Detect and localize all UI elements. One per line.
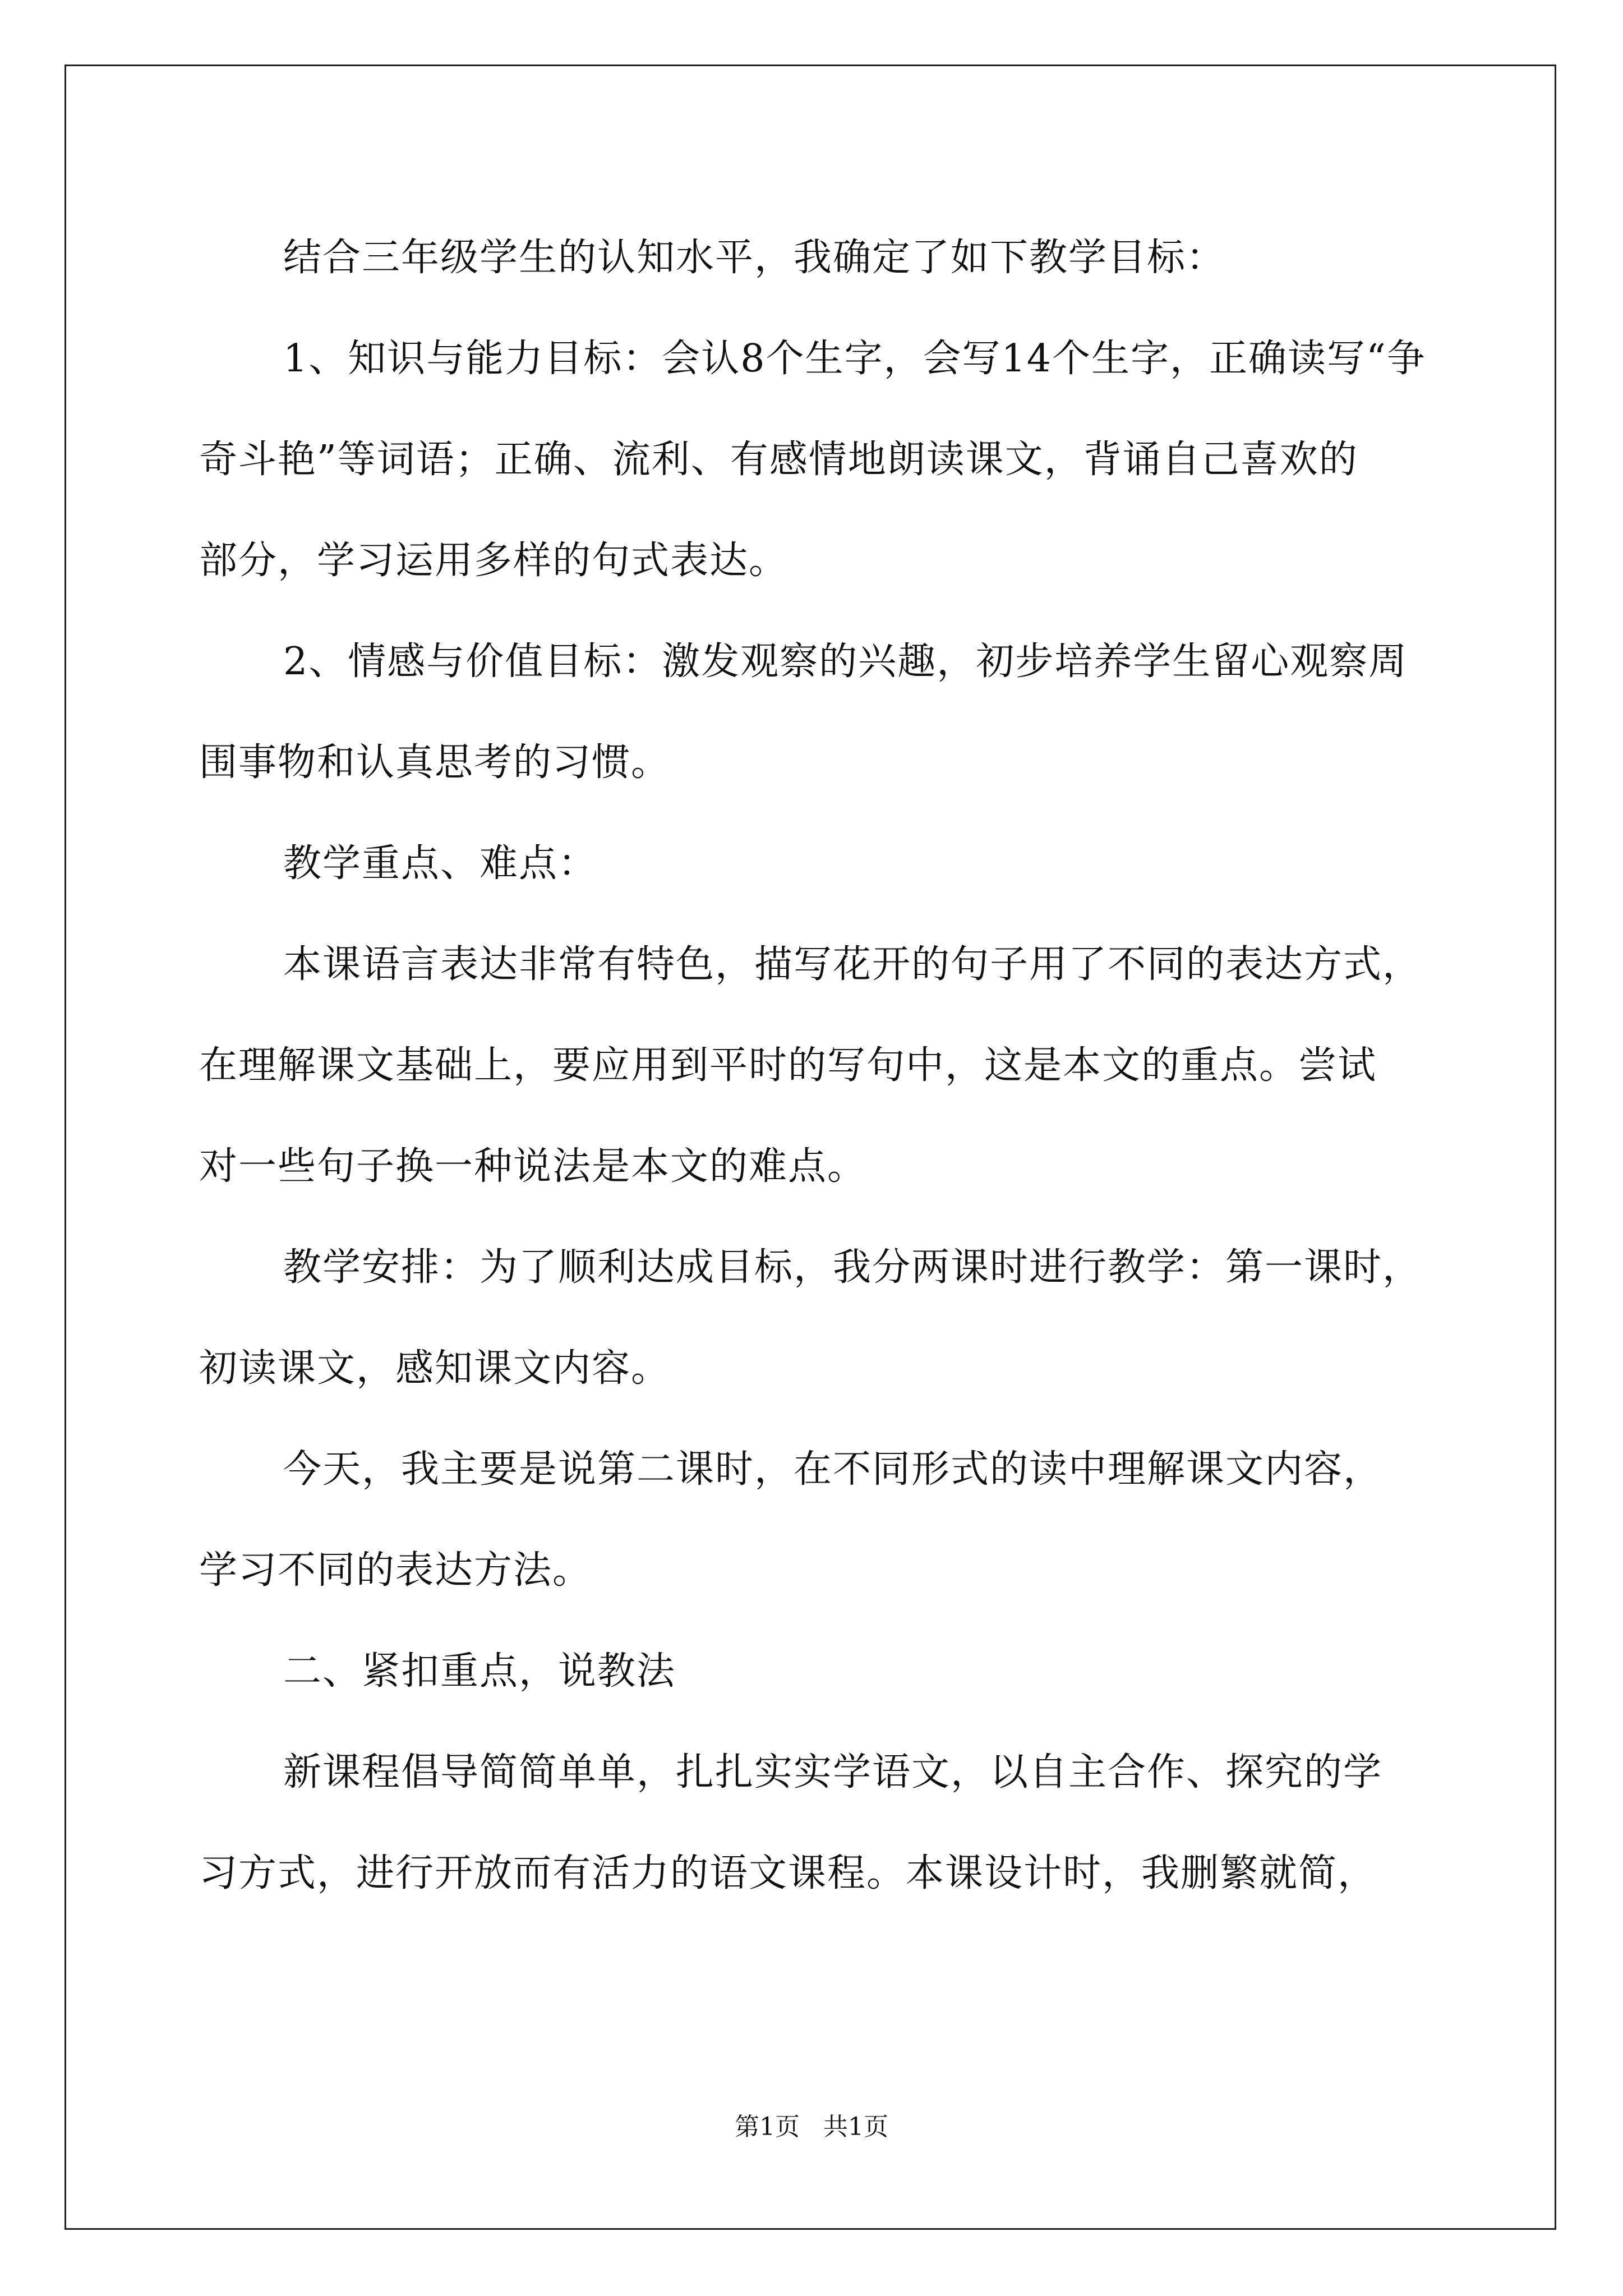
paragraph-line: 2、情感与价值目标：激发观察的兴趣，初步培养学生留心观察周 [283, 639, 1408, 684]
paragraph-line: 在理解课文基础上，要应用到平时的写句中，这是本文的重点。尝试 [199, 1043, 1377, 1088]
section-heading: 二、紧扣重点，说教法 [283, 1649, 676, 1694]
paragraph-line: 围事物和认真思考的习惯。 [199, 740, 671, 785]
paragraph-line: 结合三年级学生的认知水平，我确定了如下教学目标： [283, 236, 1226, 280]
paragraph-line: 部分，学习运用多样的句式表达。 [199, 539, 789, 583]
paragraph-line: 学习不同的表达方法。 [199, 1548, 592, 1593]
paragraph-line: 今天，我主要是说第二课时，在不同形式的读中理解课文内容， [283, 1447, 1383, 1492]
paragraph-line: 本课语言表达非常有特色，描写花开的句子用了不同的表达方式， [283, 942, 1422, 987]
paragraph-line: 习方式，进行开放而有活力的语文课程。本课设计时，我删繁就简， [199, 1851, 1377, 1895]
page-number-footer: 第1页 共1页 [735, 2113, 888, 2141]
paragraph-line: 初读课文，感知课文内容。 [199, 1346, 671, 1391]
paragraph-line: 奇斗艳”等词语；正确、流利、有感情地朗读课文，背诵自己喜欢的 [199, 438, 1358, 482]
paragraph-line: 教学安排：为了顺利达成目标，我分两课时进行教学：第一课时， [283, 1245, 1422, 1290]
paragraph-line: 1、知识与能力目标：会认8个生字，会写14个生字，正确读写“争 [283, 337, 1426, 381]
section-heading: 教学重点、难点： [283, 841, 598, 886]
paragraph-line: 新课程倡导简简单单，扎扎实实学语文，以自主合作、探究的学 [283, 1750, 1383, 1795]
paragraph-line: 对一些句子换一种说法是本文的难点。 [199, 1144, 867, 1189]
